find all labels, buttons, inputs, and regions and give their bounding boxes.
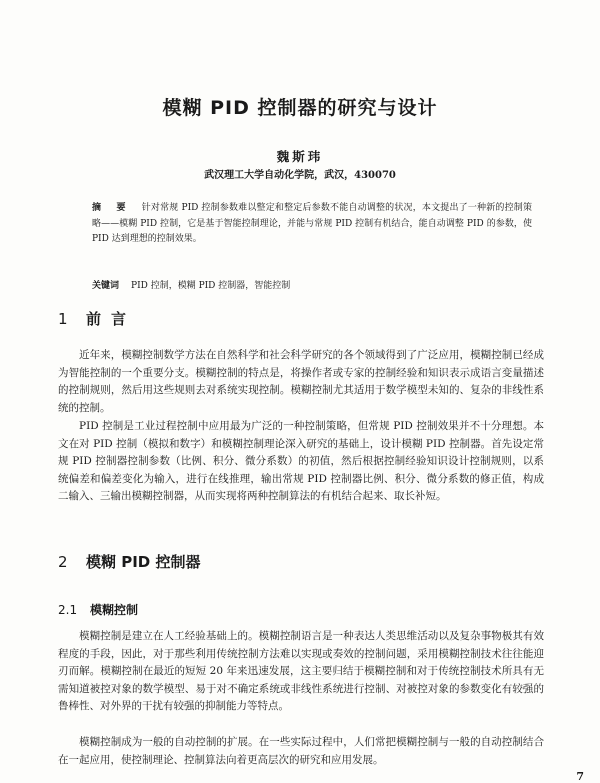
section-1-title: 前言	[86, 310, 137, 328]
section-1-heading	[58, 308, 136, 329]
section-2-heading	[58, 551, 200, 572]
subsection-2-1-paragraph: 模糊控制成为一般的自动控制的扩展。在一些实际过程中，人们常把模糊控制与一般的自动控制结合在一起应用，使控制理论、控制算法向着更高层次的研究和应用发展。	[58, 736, 544, 766]
abstract	[92, 201, 532, 248]
author-name: 魏斯玮	[276, 149, 324, 164]
keywords-label: 关键词	[92, 281, 120, 291]
page-number: 7	[576, 770, 584, 783]
keywords-text: PID 控制，模糊 PID 控制器，智能控制	[131, 281, 291, 291]
author-affiliation: 武汉理工大学自动化学院，武汉，430070	[204, 170, 396, 181]
section-1-paragraph: 近年来，模糊控制数学方法在自然科学和社会科学研究的各个领域得到了广泛应用，模糊控制已经成为智能控制的一个重要分支。模糊控制的特点是，将操作者或专家的控制经验和知识表示成语言变量描述的控制规则，然后用这些规则去对系统实现控制。模糊控制尤其适用于数学模型未知的、复杂的非线性系统的控制。	[58, 349, 544, 414]
abstract-text: 针对常规 PID 控制参数难以整定和整定后参数不能自动调整的状况，本文提出了一种新的控制策略——模糊 PID 控制，它是基于智能控制理论，并能与常规 PID 控制有机结合，能自动调整 PID 的参数，使 PID 达到理想的控制效果。	[92, 203, 532, 244]
section-2-number: 2	[58, 553, 68, 571]
section-2-title: 模糊 PID 控制器	[86, 553, 201, 571]
subsection-2-1-heading	[58, 601, 138, 618]
subsection-2-1-title: 模糊控制	[90, 603, 139, 617]
subsection-2-1-paragraph: 模糊控制是建立在人工经验基础上的。模糊控制语言是一种表达人类思维活动以及复杂事物极其有效程度的手段，因此，对于那些利用传统控制方法难以实现或奏效的控制问题，采用模糊控制技术往往能迎刃而解。模糊控制在最近的短短 20 年来迅速发展，这主要归结于模糊控制和对于传统控制技术所具有无需知道被控对象的数学模型、易于对不确定系统或非线性系统进行控制、对被控对象的参数变化有较强的鲁棒性、对外界的干扰有较强的抑制能力等特点。	[58, 630, 544, 713]
subsection-2-1-number: 2.1	[58, 603, 78, 617]
section-1-number: 1	[58, 310, 68, 328]
abstract-label: 摘 要	[92, 203, 132, 213]
paper-title: 模糊 PID 控制器的研究与设计	[162, 97, 438, 119]
section-1-paragraph: PID 控制是工业过程控制中应用最为广泛的一种控制策略，但常规 PID 控制效果并不十分理想。本文在对 PID 控制（模拟和数字）和模糊控制理论深入研究的基础上，设计模糊 PID 控制器。首先设定常规 PID 控制器控制参数（比例、积分、微分系数）的初值，然后根据控制经验知识设计控制规则，以系统偏差和偏差变化为输入，进行在线推理，输出常规 PID 控制器比例、积分、微分系数的修正值，构成二输入、三输出模糊控制器，从而实现将两种控制算法的有机结合起来、取长补短。	[58, 420, 544, 503]
keywords	[92, 278, 532, 291]
